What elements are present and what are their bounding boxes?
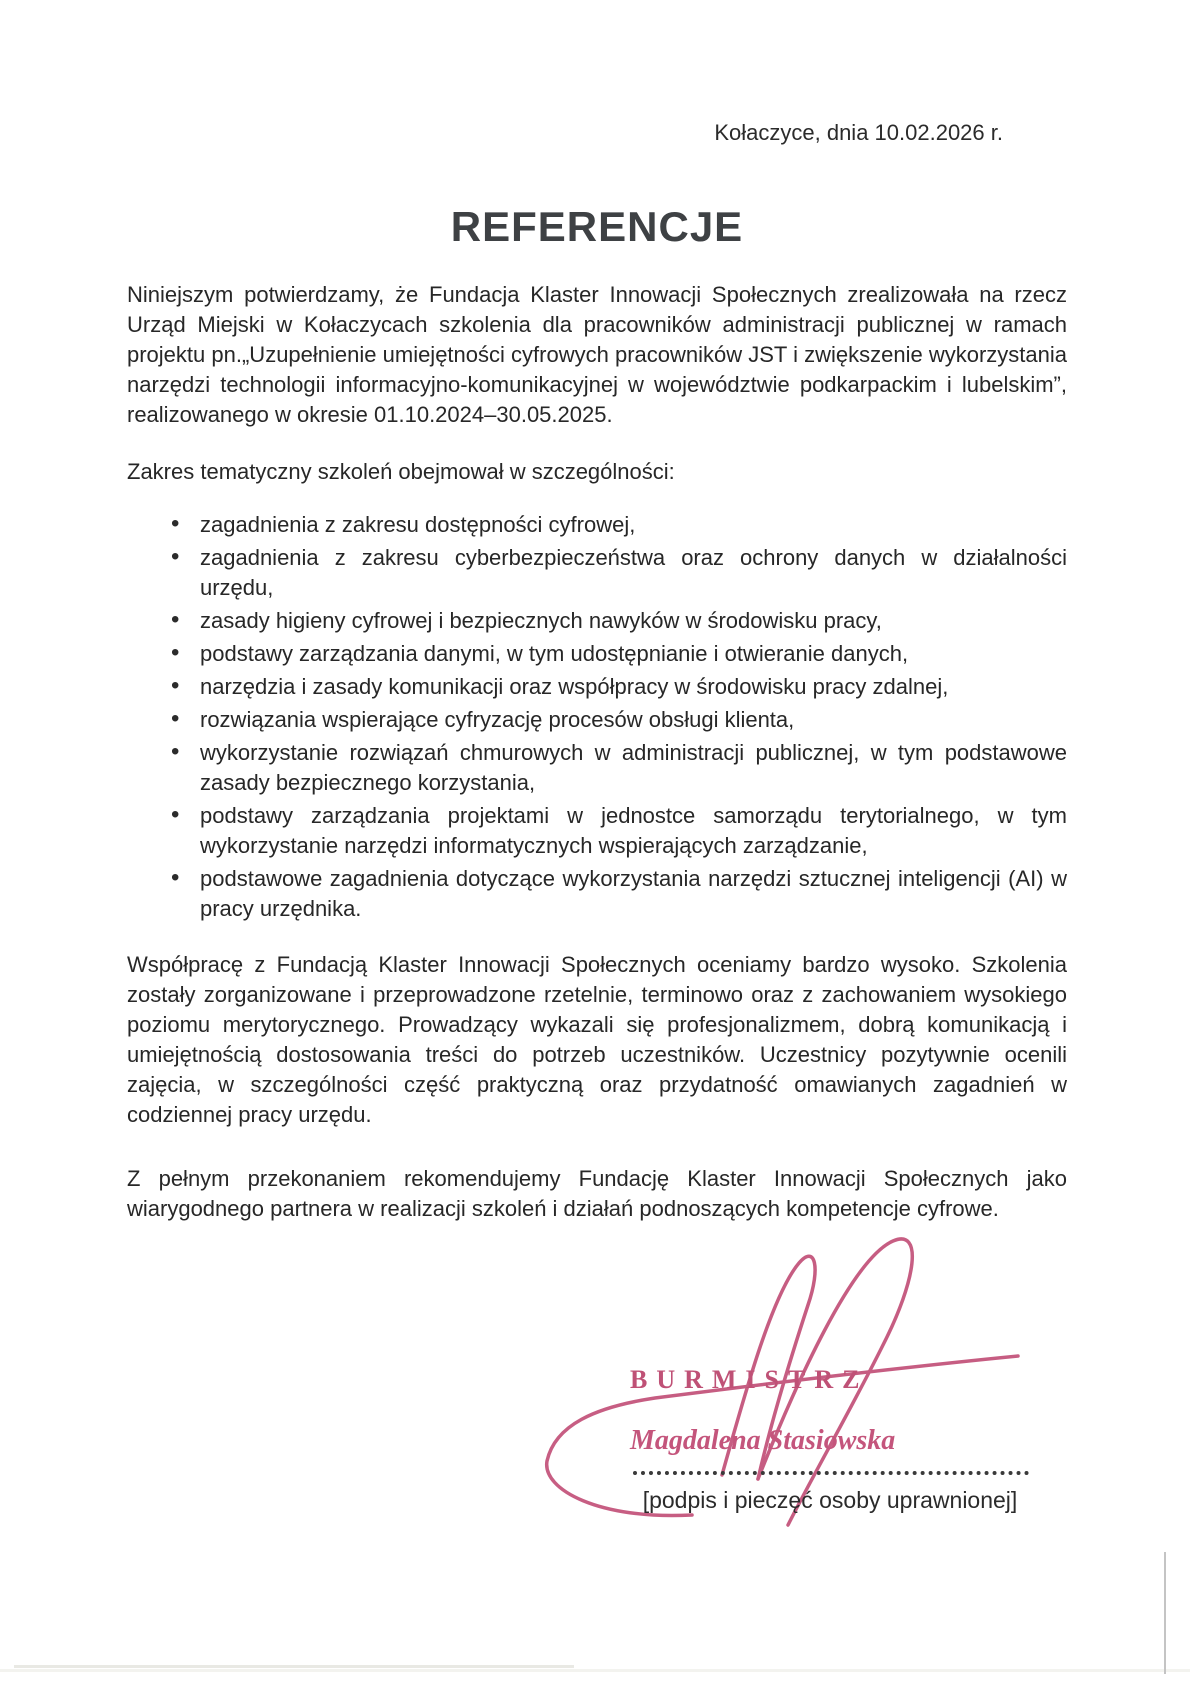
- list-item: • wykorzystanie rozwiązań chmurowych w administracji publicznej, w tym podstawowe zasady bezpiecznego korzystania,: [200, 738, 1067, 798]
- date-line: Kołaczyce, dnia 10.02.2026 r.: [714, 120, 1003, 145]
- list-item: • zasady higieny cyfrowej i bezpiecznych nawyków w środowisku pracy,: [200, 606, 1067, 636]
- signature-block: [530, 1225, 1090, 1545]
- training-topics-list: [127, 510, 1067, 924]
- signature-dotted-line: [633, 1457, 1029, 1475]
- stamp-signer-name: Magdalena Stasiowska: [630, 1425, 896, 1456]
- list-item: • podstawowe zagadnienia dotyczące wykorzystania narzędzi sztucznej inteligencji (AI) w pracy urzędnika.: [200, 864, 1067, 924]
- stamp-title: BURMISTRZ: [630, 1365, 869, 1394]
- signature-caption: [podpis i pieczęć osoby uprawnionej]: [642, 1487, 1018, 1513]
- evaluation-paragraph: Współpracę z Fundacją Klaster Innowacji Społecznych oceniamy bardzo wysoko. Szkolenia zostały zorganizowane i przeprowadzone rzetelnie, terminowo oraz z zachowaniem wysokiego poziomu merytorycznego. Prowadzący wykazali się profesjonalizmem, dobrą komunikacją i umiejętnością dostosowania treści do potrzeb uczestników. Uczestnicy pozytywnie ocenili zajęcia, w szczególności część praktyczną oraz przydatność omawianych zagadnień w codziennej pracy urzędu.: [127, 952, 1067, 1127]
- scan-artifact-line: [14, 1665, 574, 1668]
- list-item: • podstawy zarządzania projektami w jednostce samorządu terytorialnego, w tym wykorzystanie narzędzi informatycznych wspierających zarządzanie,: [200, 801, 1067, 861]
- list-item: • rozwiązania wspierające cyfryzację procesów obsługi klienta,: [200, 705, 1067, 735]
- list-item: • narzędzia i zasady komunikacji oraz współpracy w środowisku pracy zdalnej,: [200, 672, 1067, 702]
- page-title: REFERENCJE: [450, 203, 744, 250]
- list-item: • podstawy zarządzania danymi, w tym udostępnianie i otwieranie danych,: [200, 639, 1067, 669]
- scan-artifact-line: [0, 1669, 1190, 1672]
- scope-intro-paragraph: Zakres tematyczny szkoleń obejmował w szczególności:: [127, 459, 675, 484]
- list-item: • zagadnienia z zakresu dostępności cyfrowej,: [200, 510, 1067, 540]
- scan-edge-line: [1164, 1552, 1166, 1674]
- list-item: • zagadnienia z zakresu cyberbezpieczeństwa oraz ochrony danych w działalności urzędu,: [200, 543, 1067, 603]
- intro-paragraph: Niniejszym potwierdzamy, że Fundacja Klaster Innowacji Społecznych zrealizowała na rzecz Urząd Miejski w Kołaczycach szkolenia dla pracowników administracji publicznej w ramach projektu pn.„Uzupełnienie umiejętności cyfrowych pracowników JST i zwiększenie wykorzystania narzędzi technologii informacyjno-komunikacyjnej w województwie podkarpackim i lubelskim”, realizowanego w okresie 01.10.2024–30.05.2025.: [127, 282, 1067, 427]
- recommendation-paragraph: Z pełnym przekonaniem rekomendujemy Fundację Klaster Innowacji Społecznych jako wiarygodnego partnera w realizacji szkoleń i działań podnoszących kompetencje cyfrowe.: [127, 1166, 1067, 1221]
- document-body: [127, 0, 1067, 1224]
